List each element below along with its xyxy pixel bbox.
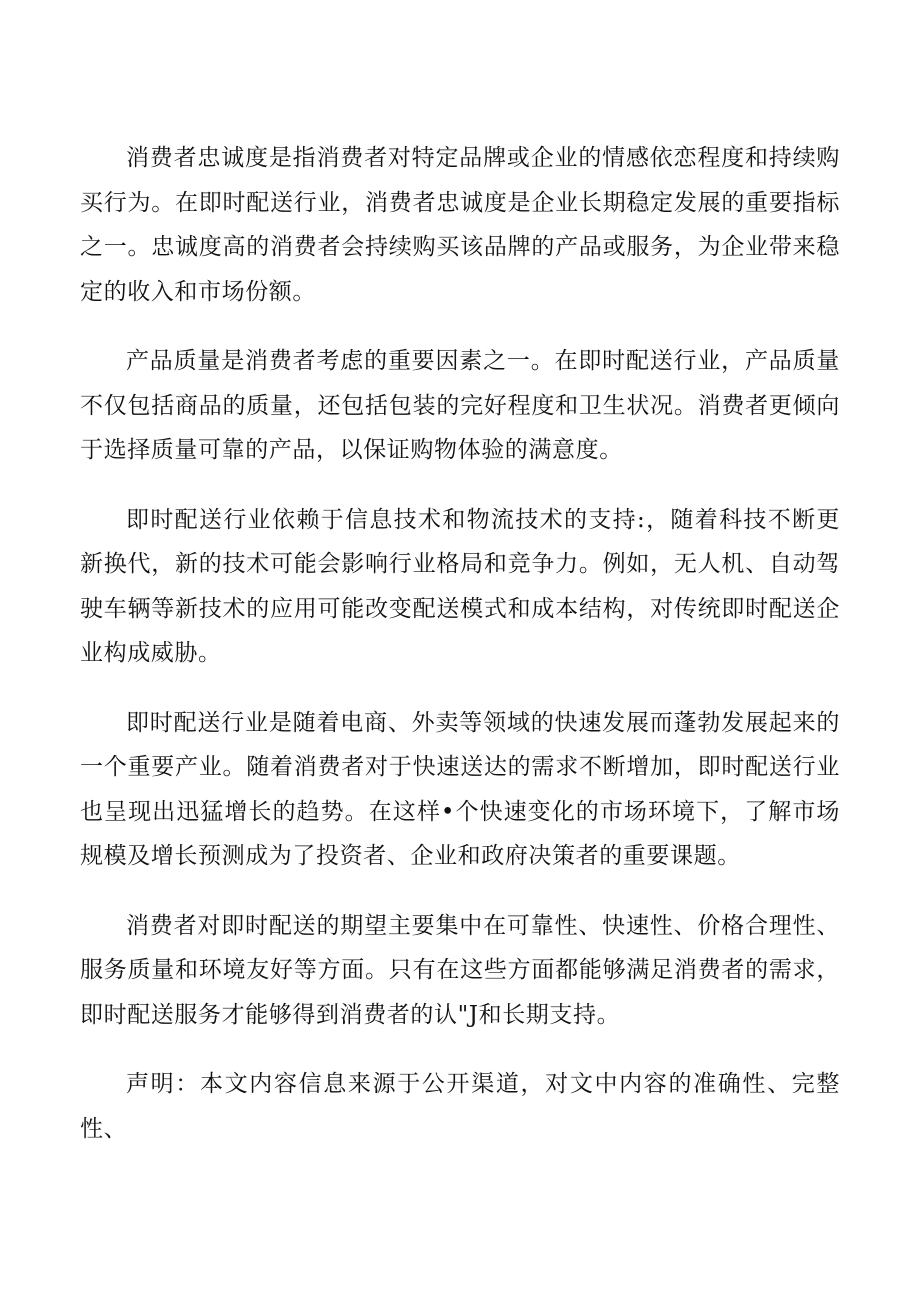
- paragraph-consumer-expectations: 消费者对即时配送的期望主要集中在可靠性、快速性、价格合理性、服务质量和环境友好等方面。只有在这些方面都能够满足消费者的需求，即时配送服务才能够得到消费者的认"J和长期支持。: [80, 912, 840, 1028]
- paragraph-technology-dependence: 即时配送行业依赖于信息技术和物流技术的支持:，随着科技不断更新换代，新的技术可能会影响行业格局和竞争力。例如，无人机、自动驾驶车辆等新技术的应用可能改变配送模式和成本结构，对传统即时配送企业构成威胁。: [80, 506, 840, 666]
- paragraph-disclaimer: 声明：本文内容信息来源于公开渠道，对文中内容的准确性、完整性、: [80, 1071, 840, 1142]
- paragraph-consumer-loyalty: 消费者忠诚度是指消费者对特定品牌或企业的情感依恋程度和持续购买行为。在即时配送行业，消费者忠诚度是企业长期稳定发展的重要指标之一。忠诚度高的消费者会持续购买该品牌的产品或服务，为企业带来稳定的收入和市场份额。: [80, 145, 840, 305]
- paragraph-industry-growth: 即时配送行业是随着电商、外卖等领域的快速发展而蓬勃发展起来的一个重要产业。随着消费者对于快速送达的需求不断增加，即时配送行业也呈现出迅猛增长的趋势。在这样•个快速变化的市场环境下，了解市场规模及增长预测成为了投资者、企业和政府决策者的重要课题。: [80, 709, 840, 869]
- paragraph-product-quality: 产品质量是消费者考虑的重要因素之一。在即时配送行业，产品质量不仅包括商品的质量，还包括包装的完好程度和卫生状况。消费者更倾向于选择质量可靠的产品，以保证购物体验的满意度。: [80, 348, 840, 463]
- document-body: [80, 136, 840, 1176]
